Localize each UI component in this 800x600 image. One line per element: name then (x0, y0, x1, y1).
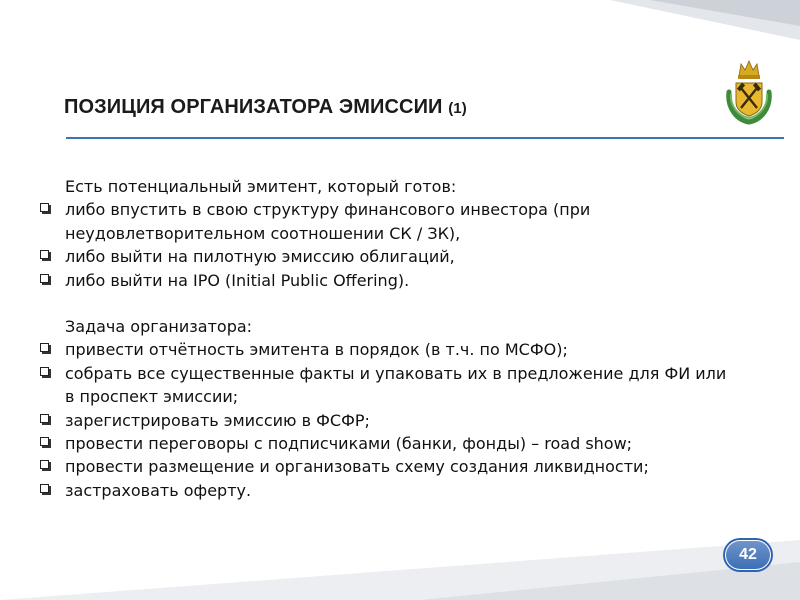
title-main: ПОЗИЦИЯ ОРГАНИЗАТОРА ЭМИССИИ (64, 96, 443, 118)
page-number-badge-fill (726, 541, 770, 569)
list-item (40, 198, 740, 245)
slide-title (64, 96, 467, 119)
list-item (40, 455, 740, 478)
tasks-heading: Задача организатора: (65, 317, 253, 337)
title-underline (66, 137, 784, 139)
checkbox-bullet-icon (40, 367, 49, 376)
list-item (40, 432, 740, 455)
list-item-text: либо впустить в свою структуру финансового инвестора (при неудовлетворительном соотношении СК / ЗК), (65, 200, 591, 243)
list-item-text: привести отчётность эмитента в порядок (в т.ч. по МСФО); (65, 340, 568, 360)
list-item-text: застраховать оферту. (65, 480, 252, 500)
intro-text: Есть потенциальный эмитент, который готов: (65, 177, 457, 196)
corner-decoration-bottom (0, 540, 800, 600)
checkbox-bullet-icon (40, 437, 49, 446)
checkbox-bullet-icon (40, 203, 49, 212)
list-item-text: провести переговоры с подписчиками (банки, фонды) – road show; (65, 434, 633, 454)
slide-content (40, 175, 740, 502)
checkbox-bullet-icon (40, 460, 49, 469)
page-number-badge (723, 538, 773, 572)
list-item (40, 362, 740, 409)
list-item-text: провести размещение и организовать схему создания ликвидности; (65, 457, 649, 477)
list-item-text: либо выйти на пилотную эмиссию облигаций, (65, 247, 455, 267)
list-item (40, 245, 740, 268)
title-number: (1) (448, 100, 467, 117)
crossed-hammers-emblem-icon (719, 56, 779, 128)
checkbox-bullet-icon (40, 414, 49, 423)
list-item (40, 338, 740, 361)
spacer (40, 292, 740, 315)
list-item (40, 409, 740, 432)
list-item-text: либо выйти на IPO (Initial Public Offering). (65, 270, 410, 290)
corner-decoration-top (610, 0, 800, 40)
page-number: 42 (739, 546, 757, 563)
checkbox-bullet-icon (40, 343, 49, 352)
list-item (40, 479, 740, 502)
checkbox-bullet-icon (40, 274, 49, 283)
list-item-text: собрать все существенные факты и упаковать их в предложение для ФИ или в проспект эмиссии; (65, 363, 727, 407)
list-item (40, 269, 740, 292)
checkbox-bullet-icon (40, 484, 49, 493)
list-item-text: зарегистрировать эмиссию в ФСФР; (65, 410, 370, 430)
checkbox-bullet-icon (40, 250, 49, 259)
